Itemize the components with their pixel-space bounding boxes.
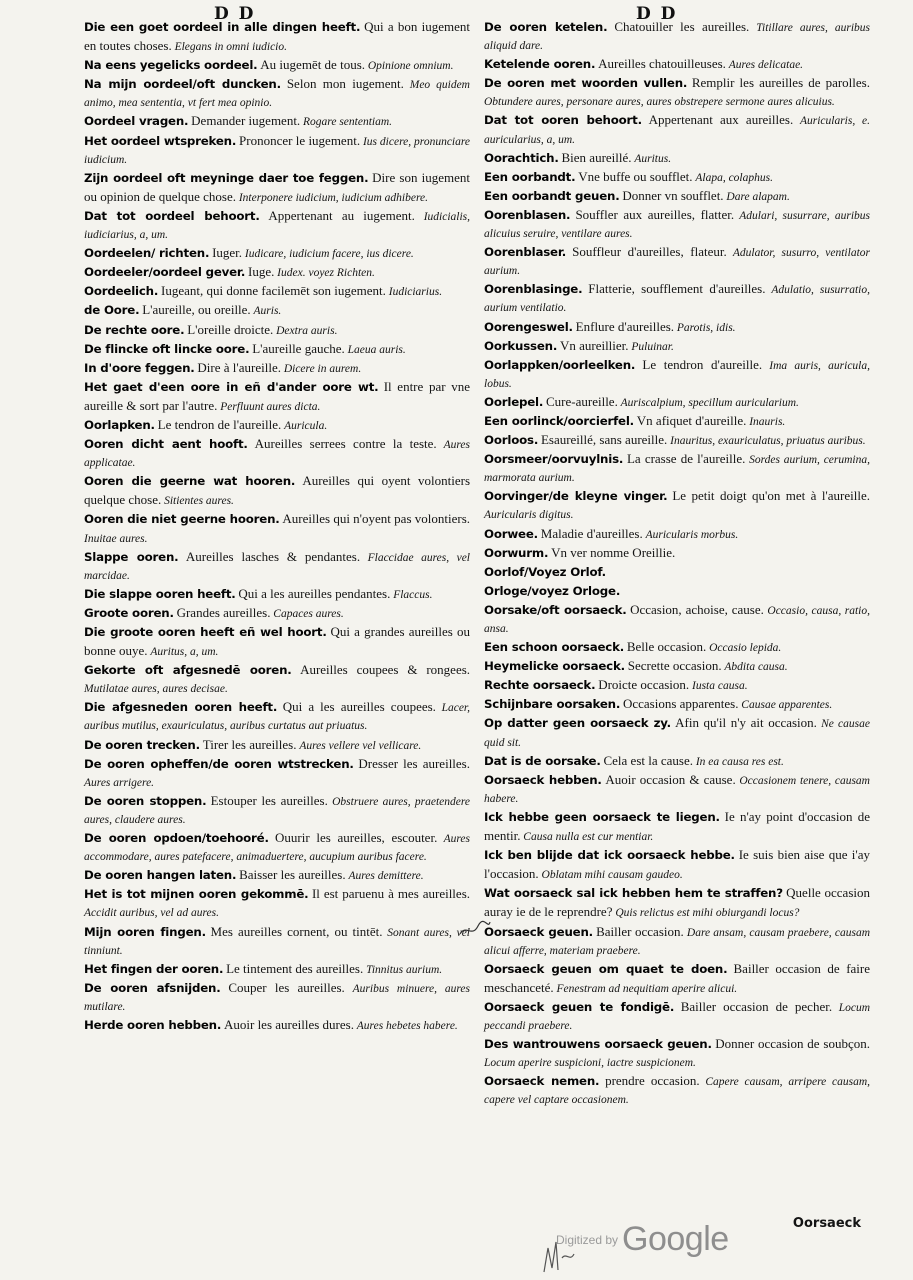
entry-french: Dire à l'aureille. (197, 359, 281, 375)
entry-latin: Rogare sententiam. (303, 116, 393, 129)
entry-latin: Locum peccandi praebere. (484, 1001, 870, 1032)
entry-french: Baisser les aureilles. (239, 867, 346, 883)
entry-latin: Obstruere aures, praetendere aures, claudere aures. (84, 795, 470, 826)
dictionary-entry (484, 168, 870, 187)
entry-latin: Aures vellere vel vellicare. (299, 739, 422, 752)
entry-headword: Oordeelich. (84, 284, 159, 299)
dictionary-entry (484, 601, 870, 638)
dictionary-entry (84, 244, 470, 263)
entry-french: Appertenant au iugement. (268, 207, 415, 223)
dictionary-entry (484, 412, 870, 431)
entry-latin: Inuitae aures. (84, 532, 148, 545)
entry-latin: Auricularis, e. auricularius, a, um. (484, 115, 870, 146)
entry-french: Occasions apparentes. (622, 696, 739, 712)
entry-headword: Het is tot mijnen ooren gekommē. (84, 887, 309, 902)
entry-french: Remplir les aureilles de parolles. (691, 75, 870, 91)
dictionary-entry (484, 431, 870, 450)
entry-headword: Dat tot oordeel behoort. (84, 208, 260, 223)
entry-headword: In d'oore feggen. (84, 360, 195, 375)
dictionary-entry (484, 676, 870, 695)
entry-latin: Aures delicatae. (728, 59, 804, 72)
dictionary-entry (484, 960, 870, 998)
dictionary-entry (484, 714, 870, 751)
entry-french: Le petit doigt qu'on met à l'aureille. (672, 488, 871, 504)
entry-headword: Na mijn oordeel/oft duncken. (84, 77, 281, 92)
entry-latin: Meo quidem animo, mea sententia, vt fert mea opinio. (84, 79, 470, 110)
entry-french: Vn aureillier. (559, 337, 629, 353)
entry-latin: Auribus minuere, aures mutilare. (84, 982, 471, 1013)
entry-french: Donner occasion de soubçon. (715, 1036, 870, 1052)
entry-latin: Alapa, colaphus. (695, 171, 773, 184)
entry-french: Bailler occasion de faire meschanceté. (484, 960, 871, 995)
entry-latin: Auricula. (284, 419, 328, 432)
dictionary-entry (484, 337, 870, 356)
entry-french: Qui a les aureilles pendantes. (238, 585, 391, 601)
entry-french: Maladie d'aureilles. (540, 525, 643, 541)
entry-headword: De ooren ketelen. (484, 20, 608, 34)
entry-french: Grandes aureilles. (176, 604, 271, 620)
dictionary-entry (84, 736, 470, 755)
dictionary-entry (484, 846, 870, 884)
entry-latin: Inauritus, exauriculatus, priuatus auribus. (670, 435, 866, 448)
entry-latin: Aures arrigere. (84, 776, 155, 789)
entry-headword: Ooren die geerne wat hooren. (84, 474, 296, 489)
dictionary-entry (84, 207, 470, 244)
entry-french: Bien aureillé. (561, 149, 632, 165)
entry-headword: Ketelende ooren. (484, 57, 596, 72)
entry-latin: Auritus, a, um. (150, 646, 219, 659)
entry-headword: Het gaet d'een oore in eñ d'ander oore wt. (84, 379, 379, 394)
entry-latin: Flaccidae aures, vel marcidae. (84, 551, 471, 582)
entry-headword: Oorsake/oft oorsaeck. (484, 602, 627, 617)
entry-headword: De ooren trecken. (84, 737, 200, 752)
entry-headword: Oorsaeck geuen te fondigē. (484, 999, 675, 1014)
entry-headword: Herde ooren hebben. (84, 1017, 222, 1032)
entry-french: Iugeant, qui donne facilemēt son iugement. (161, 283, 386, 299)
dictionary-entry (84, 960, 470, 979)
entry-headword: De ooren afsnijden. (84, 980, 221, 995)
entry-french: Qui a grandes aureilles ou bonne ouye. (84, 624, 471, 659)
dictionary-entry (84, 585, 470, 604)
entry-latin: Capaces aures. (273, 607, 344, 620)
entry-headword: Orloge/voyez Orloge. (484, 583, 621, 598)
entry-french: Qui a bon iugement en toutes choses. (84, 19, 470, 54)
dictionary-entry (84, 435, 470, 472)
entry-headword: Rechte oorsaeck. (484, 678, 596, 693)
entry-french: Chatouiller les aureilles. (614, 19, 750, 34)
dictionary-entry (84, 923, 470, 960)
entry-french: Auoir occasion & cause. (605, 771, 736, 787)
dictionary-entry (484, 563, 870, 582)
entry-latin: Inauris. (749, 415, 786, 428)
entry-latin: Dextra auris. (276, 324, 338, 337)
entry-latin: Parotis, idis. (676, 321, 736, 334)
entry-latin: Ne causae quid sit. (484, 718, 870, 749)
entry-headword: Oorsmeer/oorvuylnis. (484, 452, 624, 467)
entry-french: Ouurir les aureilles, escouter. (275, 830, 438, 846)
entry-french: Demander iugement. (191, 113, 301, 129)
entry-headword: Oorachtich. (484, 150, 559, 165)
entry-headword: Zijn oordeel oft meyninge daer toe feggen. (84, 170, 369, 185)
dictionary-entry (484, 243, 870, 280)
dictionary-entry (484, 280, 870, 317)
entry-french: Selon mon iugement. (286, 76, 404, 92)
dictionary-entry (484, 187, 870, 206)
entry-latin: Abdita causa. (724, 661, 788, 674)
entry-latin: Perfluunt aures dicta. (220, 400, 321, 413)
entry-french: Esaureillé, sans aureille. (540, 432, 668, 448)
entry-headword: Die een goet oordeel in alle dingen heeft. (84, 20, 361, 34)
dictionary-entry (484, 923, 870, 960)
entry-french: Dresser les aureilles. (358, 755, 470, 771)
entry-headword: Des wantrouwens oorsaeck geuen. (484, 1037, 712, 1052)
watermark-google: Google (622, 1220, 729, 1258)
entry-french: Estouper les aureilles. (210, 792, 328, 808)
entry-headword: Mijn ooren fingen. (84, 924, 206, 939)
entry-headword: Op datter geen oorsaeck zy. (484, 716, 671, 731)
entry-latin: Adulator, susurro, ventilator aurium. (484, 247, 870, 278)
catchword: Oorsaeck (792, 1216, 861, 1231)
entry-french: Souffleur d'aureilles, flateur. (572, 244, 727, 260)
dictionary-entry (484, 657, 870, 676)
entry-latin: Locum aperire suspicioni, iactre suspicionem. (484, 1057, 696, 1070)
entry-latin: Auritus. (634, 152, 672, 165)
dictionary-entry (84, 378, 470, 416)
dictionary-entry (84, 75, 470, 112)
dictionary-entry (484, 544, 870, 563)
entry-latin: Adulari, susurrare, auribus alicuius seruire, ventilare aures. (484, 209, 871, 241)
entry-latin: Interponere iudicium, iudicium adhibere. (238, 191, 429, 204)
dictionary-entry (84, 755, 470, 792)
entry-headword: Groote ooren. (84, 605, 174, 620)
dictionary-entry (484, 450, 870, 487)
entry-headword: Oorlapken. (84, 417, 155, 432)
entry-french: Ie n'ay point d'occasion de mentir. (484, 808, 871, 844)
entry-latin: Dicere in aurem. (283, 362, 362, 375)
entry-latin: Iudiciarius. (388, 286, 443, 299)
entry-french: L'aureille gauche. (252, 340, 345, 356)
entry-headword: Die slappe ooren heeft. (84, 586, 236, 601)
entry-french: Vn ver nomme Oreillie. (551, 544, 676, 560)
entry-french: Bailler occasion de pecher. (680, 998, 833, 1014)
entry-french: Prononcer le iugement. (239, 132, 361, 148)
entry-latin: Causa nulla est cur mentiar. (523, 831, 654, 844)
entry-latin: Causae apparentes. (741, 699, 833, 712)
entry-french: Secrette occasion. (627, 658, 722, 674)
entry-latin: Auriscalpium, specillum auricularium. (620, 396, 799, 409)
entry-french: Quelle occasion auray ie de le reprendre? (484, 885, 870, 920)
entry-french: Dire son iugement ou opinion de quelque chose. (84, 169, 470, 204)
dictionary-entry (484, 808, 870, 846)
entry-headword: Ooren dicht aent hooft. (84, 437, 248, 452)
dictionary-entry (84, 282, 470, 301)
entry-french: Iuger. (212, 245, 243, 261)
dictionary-entry (484, 752, 870, 771)
entry-headword: Oorsaeck hebben. (484, 772, 602, 787)
entry-french: Appertenant aux aureilles. (648, 112, 794, 128)
dictionary-entry (84, 321, 470, 340)
entry-headword: Oorsaeck nemen. (484, 1074, 600, 1089)
entry-latin: Aures applicatae. (84, 439, 470, 470)
entry-french: Cela est la cause. (603, 752, 693, 768)
dictionary-entry (84, 885, 470, 922)
entry-headword: Dat tot ooren behoort. (484, 113, 642, 128)
entry-headword: Oorvinger/de kleyne vinger. (484, 489, 668, 504)
entry-headword: Dat is de oorsake. (484, 753, 601, 768)
entry-latin: Mutilatae aures, aures decisae. (84, 683, 228, 696)
entry-headword: Oorkussen. (484, 338, 558, 353)
dictionary-entry (84, 604, 470, 623)
entry-french: Cure-aureille. (546, 393, 618, 409)
entry-french: L'aureille, ou oreille. (142, 302, 251, 318)
entry-latin: Lacer, auribus mutilus, exauriculatus, auribus curtatus aut priuatus. (84, 702, 471, 733)
dictionary-entry (84, 112, 470, 131)
dictionary-entry (84, 623, 470, 661)
entry-headword: Een oorbandt. (484, 169, 576, 184)
entry-headword: De ooren opheffen/de ooren wtstrecken. (84, 756, 354, 771)
dictionary-entry (84, 792, 470, 829)
entry-latin: Iudicare, iudicium facere, ius dicere. (244, 248, 414, 261)
dictionary-entry (84, 866, 470, 885)
entry-latin: Aures hebetes habere. (356, 1019, 458, 1032)
entry-french: Tirer les aureilles. (202, 736, 297, 752)
entry-headword: De rechte oore. (84, 322, 185, 337)
entry-latin: Fenestram ad nequitiam aperire alicui. (556, 982, 738, 995)
dictionary-entry (484, 74, 870, 111)
entry-headword: Het fingen der ooren. (84, 961, 224, 976)
entry-headword: De ooren met woorden vullen. (484, 76, 688, 91)
entry-latin: Dare ansam, causam praebere, causam alicui afferre, materiam praebere. (484, 926, 870, 957)
entry-headword: Een oorbandt geuen. (484, 188, 620, 203)
entry-headword: Ooren die niet geerne hooren. (84, 512, 280, 527)
entry-headword: Ick ben blijde dat ick oorsaeck hebbe. (484, 848, 735, 863)
entry-headword: Oorloos. (484, 433, 539, 448)
signature-mark-right: D D (636, 4, 678, 24)
dictionary-entry (484, 487, 870, 524)
dictionary-entry (484, 356, 870, 393)
entry-headword: Die groote ooren heeft eñ wel hoort. (84, 625, 327, 639)
entry-headword: Oorsaeck geuen om quaet te doen. (484, 961, 728, 976)
entry-french: Aureilles chatouilleuses. (598, 56, 726, 72)
entry-latin: Auricularis morbus. (645, 528, 739, 541)
entry-french: Il est paruenu à mes aureilles. (311, 886, 470, 902)
entry-french: Bailler occasion. (596, 923, 684, 939)
entry-latin: Tinnitus aurium. (366, 963, 443, 976)
entry-headword: De ooren opdoen/toehooré. (84, 831, 269, 846)
entry-latin: Ius dicere, pronunciare iudicium. (84, 135, 471, 166)
entry-headword: Oorenblaser. (484, 245, 567, 260)
dictionary-entry (484, 695, 870, 714)
google-watermark (556, 1220, 729, 1259)
entry-headword: Gekorte oft afgesnedē ooren. (84, 663, 292, 678)
entry-latin: Opinione omnium. (367, 60, 454, 73)
entry-headword: Oordeeler/oordeel gever. (84, 265, 246, 280)
entry-french: Aureilles coupees & rongees. (300, 662, 471, 678)
entry-headword: Oordeelen/ richten. (84, 246, 210, 261)
entry-latin: Auris. (253, 305, 282, 318)
entry-french: Belle occasion. (626, 639, 707, 655)
dictionary-entry (84, 548, 470, 585)
entry-french: Ie suis bien aise que i'ay l'occasion. (484, 847, 870, 882)
entry-latin: Oblatam mihi causam gaudeo. (541, 869, 683, 882)
entry-headword: de Oore. (84, 303, 140, 318)
entry-french: Aureilles lasches & pendantes. (185, 548, 361, 564)
entry-french: Flatterie, soufflement d'aureilles. (588, 281, 766, 297)
entry-headword: Die afgesneden ooren heeft. (84, 700, 278, 715)
entry-latin: Capere causam, arripere causam, capere vel captare occasionem. (484, 1076, 870, 1107)
entry-french: Qui a les aureilles coupees. (282, 699, 436, 715)
entry-latin: Accidit auribus, vel ad aures. (84, 907, 219, 920)
entry-headword: Oorengeswel. (484, 319, 573, 334)
entry-french: Souffler aux aureilles, flatter. (575, 206, 735, 222)
dictionary-entry (84, 301, 470, 320)
entry-latin: Adulatio, susurratio, aurium ventilatio. (484, 284, 871, 315)
left-column (84, 18, 470, 1035)
entry-headword: Oorlappken/oorleelken. (484, 357, 636, 372)
dictionary-entry (84, 829, 470, 866)
dictionary-entry (484, 1035, 870, 1072)
right-column (484, 18, 870, 1109)
entry-french: Enflure d'aureilles. (575, 318, 675, 334)
watermark-digitized: Digitized by (556, 1233, 619, 1247)
dictionary-entry (484, 149, 870, 168)
entry-french: prendre occasion. (605, 1073, 700, 1089)
entry-latin: Occasio lepida. (709, 642, 782, 655)
entry-latin: Aures demittere. (348, 870, 424, 883)
entry-french: La crasse de l'aureille. (626, 451, 746, 467)
entry-latin: Elegans in omni iudicio. (174, 41, 287, 54)
dictionary-entry (484, 111, 870, 148)
entry-latin: Laeua auris. (347, 343, 406, 356)
dictionary-entry (84, 698, 470, 735)
entry-french: Aureilles serrees contre la teste. (254, 436, 437, 452)
entry-latin: Iudex. voyez Richten. (277, 267, 375, 280)
entry-headword: Oordeel vragen. (84, 114, 189, 129)
dictionary-entry (484, 206, 870, 243)
entry-french: Vne buffe ou soufflet. (578, 168, 693, 184)
entry-headword: Oorlepel. (484, 394, 544, 409)
dictionary-entry (84, 472, 470, 510)
entry-headword: Slappe ooren. (84, 549, 179, 564)
dictionary-entry (84, 18, 470, 56)
entry-headword: De flincke oft lincke oore. (84, 341, 250, 356)
dictionary-entry (484, 771, 870, 808)
entry-french: Mes aureilles cornent, ou tintēt. (210, 923, 383, 939)
entry-latin: Quis relictus est mihi obiurgandi locus? (615, 907, 800, 920)
dictionary-entry (484, 18, 870, 55)
entry-french: Droicte occasion. (598, 677, 690, 693)
entry-headword: Oorwurm. (484, 545, 549, 560)
entry-headword: Schijnbare oorsaken. (484, 697, 621, 712)
dictionary-entry (484, 525, 870, 544)
entry-headword: Oorenblasen. (484, 207, 571, 222)
entry-latin: Auricularis digitus. (484, 509, 574, 522)
dictionary-entry (84, 661, 470, 698)
dictionary-entry (484, 393, 870, 412)
entry-headword: Ick hebbe geen oorsaeck te liegen. (484, 809, 720, 824)
entry-latin: Aures accommodare, aures patefacere, animaduertere, aucupium auribus facere. (84, 833, 470, 864)
entry-headword: Een schoon oorsaeck. (484, 640, 625, 655)
entry-latin: In ea causa res est. (695, 755, 784, 768)
entry-french: Couper les aureilles. (228, 979, 345, 995)
entry-headword: Een oorlinck/oorcierfel. (484, 413, 634, 428)
entry-french: Le tendron d'aureille. (642, 356, 763, 372)
entry-french: Il entre par vne aureille & sort par l'autre. (84, 378, 470, 413)
entry-headword: Oorsaeck geuen. (484, 924, 593, 939)
dictionary-entry (484, 884, 870, 922)
entry-headword: De ooren stoppen. (84, 793, 207, 808)
dictionary-entry (484, 318, 870, 337)
entry-headword: Heymelicke oorsaeck. (484, 659, 625, 674)
entry-headword: Oorlof/Voyez Orlof. (484, 564, 606, 579)
dictionary-entry (484, 638, 870, 657)
dictionary-entry (84, 169, 470, 207)
dictionary-entry (484, 55, 870, 74)
dictionary-entry (84, 979, 470, 1016)
entry-french: Occasion, achoise, cause. (630, 601, 764, 617)
entry-french: Auoir les aureilles dures. (223, 1016, 354, 1032)
entry-latin: Flaccus. (393, 588, 433, 601)
dictionary-entry (84, 1016, 470, 1035)
dictionary-entry (84, 340, 470, 359)
dictionary-entry (84, 510, 470, 547)
entry-latin: Sitientes aures. (164, 495, 234, 508)
entry-headword: Na eens yegelicks oordeel. (84, 58, 258, 73)
entry-french: Afin qu'il n'y ait occasion. (675, 715, 817, 731)
entry-latin: Iusta causa. (691, 680, 748, 693)
margin-pen-mark (458, 916, 492, 942)
dictionary-entry (484, 582, 870, 601)
entry-latin: Occasionem tenere, causam habere. (484, 774, 870, 805)
entry-french: Aureilles qui oyent volontiers quelque chose. (84, 473, 471, 508)
dictionary-entry (84, 132, 470, 169)
entry-headword: Oorenblasinge. (484, 282, 583, 297)
entry-french: Le tendron de l'aureille. (157, 416, 282, 432)
entry-french: Iuge. (247, 264, 275, 280)
entry-latin: Sordes aurium, cerumina, marmorata aurium. (484, 454, 871, 485)
entry-latin: Obtundere aures, personare aures, aures obstrepere sermone aures alicuius. (484, 96, 835, 109)
signature-mark-left: D D (214, 4, 256, 24)
entry-headword: Oorwee. (484, 526, 538, 541)
entry-french: Donner vn soufflet. (622, 187, 724, 203)
entry-latin: Sonant aures, vel tinniunt. (84, 926, 470, 957)
entry-french: Le tintement des aureilles. (226, 960, 364, 976)
dictionary-entry (84, 359, 470, 378)
entry-latin: Dare alapam. (726, 190, 790, 203)
entry-latin: Puluinar. (631, 340, 674, 353)
entry-french: L'oreille droicte. (187, 321, 274, 337)
entry-latin: Titillare aures, auribus aliquid dare. (484, 22, 871, 53)
entry-headword: Wat oorsaeck sal ick hebben hem te straffen? (484, 886, 783, 901)
entry-latin: Ima auris, auricula, lobus. (484, 359, 871, 390)
entry-french: Au iugemēt de tous. (260, 57, 366, 73)
entry-french: Vn afiquet d'aureille. (636, 412, 747, 428)
entry-headword: De ooren hangen laten. (84, 868, 237, 883)
dictionary-entry (484, 998, 870, 1035)
entry-latin: Iudicialis, iudiciarius, a, um. (84, 210, 471, 242)
dictionary-entry (84, 56, 470, 75)
entry-headword: Het oordeel wtspreken. (84, 133, 237, 148)
entry-french: Aureilles qui n'oyent pas volontiers. (282, 511, 471, 527)
dictionary-entry (484, 1072, 870, 1109)
entry-latin: Occasio, causa, ratio, ansa. (484, 604, 870, 635)
dictionary-entry (84, 416, 470, 435)
dictionary-entry (84, 263, 470, 282)
